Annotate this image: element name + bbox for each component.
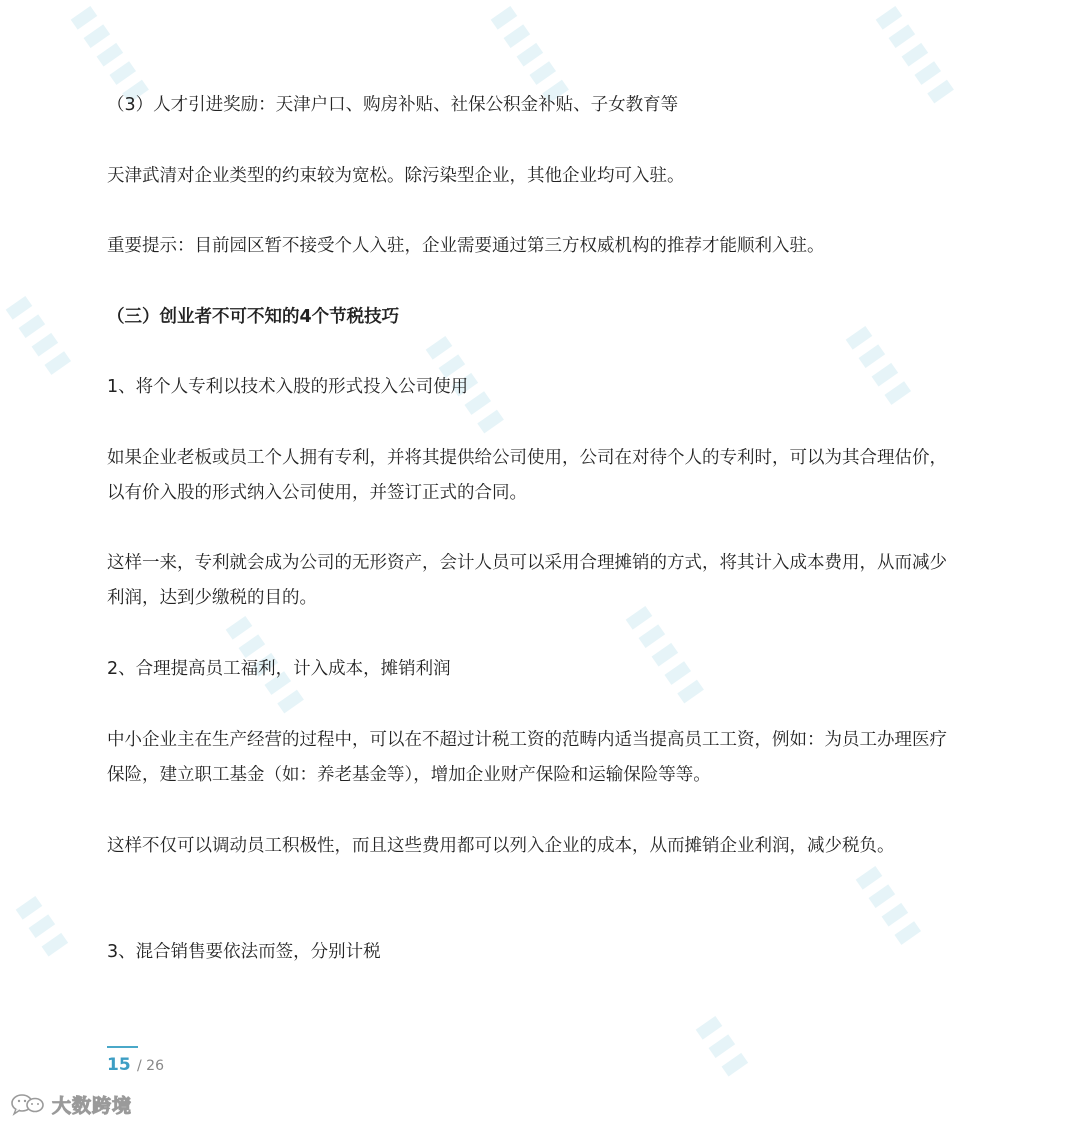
wechat-logo-icon <box>10 1092 48 1116</box>
paragraph-important-notice: 重要提示：目前园区暂不接受个人入驻，企业需要通过第三方权威机构的推荐才能顺利入驻。 <box>107 236 825 256</box>
tip-1-heading: 1、将个人专利以技术入股的形式投入公司使用 <box>107 377 469 397</box>
watermark-mark: ▮▮▮▮▮ <box>487 0 579 112</box>
tip-2-heading: 2、合理提高员工福利，计入成本，摊销利润 <box>107 659 451 679</box>
tip-2-result: 这样不仅可以调动员工积极性，而且这些费用都可以列入企业的成本，从而摊销企业利润，减少税负。 <box>107 836 895 856</box>
paragraph-talent-incentives: （3）人才引进奖励：天津户口、购房补贴、社保公积金补贴、子女教育等 <box>107 95 679 115</box>
page-indicator-bar <box>107 1046 138 1048</box>
current-page-number: 15 <box>107 1055 131 1075</box>
total-pages: / 26 <box>137 1058 164 1074</box>
logo-text: 大数跨境 <box>52 1094 133 1117</box>
watermark-mark: ▮▮▮▮▮ <box>222 610 314 722</box>
watermark-mark: ▮▮▮▮▮ <box>422 330 514 442</box>
watermark-mark: ▮▮▮ <box>12 890 78 965</box>
source-watermark-logo <box>10 1091 132 1117</box>
watermark-mark: ▮▮▮▮ <box>842 320 921 414</box>
watermark-mark: ▮▮▮▮▮ <box>872 0 964 112</box>
tip-1-body: 如果企业老板或员工个人拥有专利，并将其提供给公司使用，公司在对待个人的专利时，可以为其合理估价，以有价入股的形式纳入公司使用，并签订正式的合同。 <box>107 448 947 503</box>
section-heading: （三）创业者不可不知的4个节税技巧 <box>107 307 400 327</box>
tip-3-heading: 3、混合销售要依法而签，分别计税 <box>107 942 381 962</box>
watermark-mark: ▮▮▮▮▮ <box>67 0 159 112</box>
tip-2-body: 中小企业主在生产经营的过程中，可以在不超过计税工资的范畴内适当提高员工工资，例如：为员工办理医疗保险，建立职工基金（如：养老基金等），增加企业财产保险和运输保险等等。 <box>107 730 947 785</box>
paragraph-enterprise-types: 天津武清对企业类型的约束较为宽松。除污染型企业，其他企业均可入驻。 <box>107 166 685 186</box>
watermark-mark: ▮▮▮ <box>692 1010 758 1085</box>
watermark-mark: ▮▮▮▮ <box>852 860 931 954</box>
watermark-mark: ▮▮▮▮▮ <box>622 600 714 712</box>
watermark-mark: ▮▮▮▮ <box>2 290 81 384</box>
tip-1-result: 这样一来，专利就会成为公司的无形资产，会计人员可以采用合理摊销的方式，将其计入成本费用，从而减少利润，达到少缴税的目的。 <box>107 553 947 608</box>
